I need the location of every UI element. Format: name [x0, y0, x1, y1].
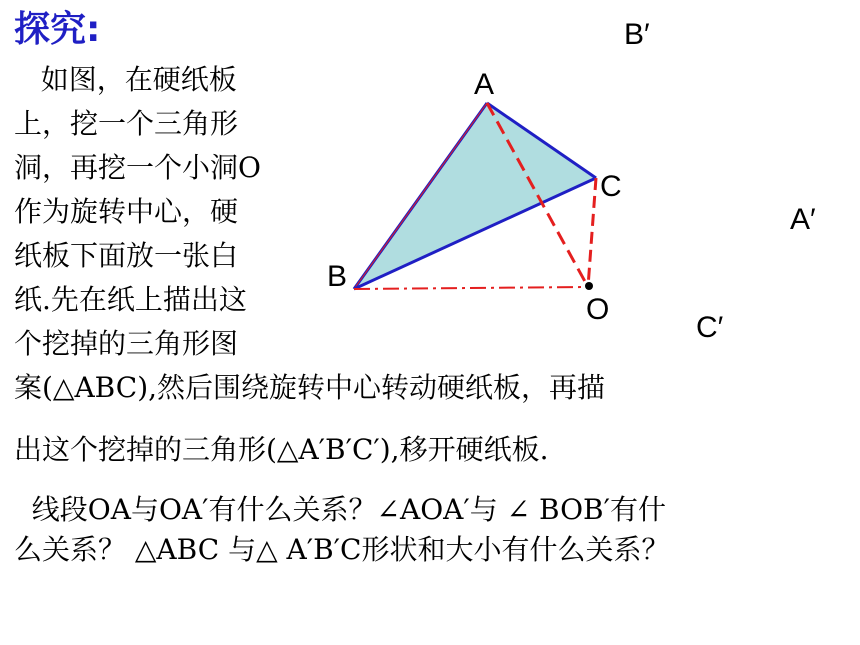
question-line-1: 线段OA与OA′有什么关系？∠AOA′与 ∠ BOB′有什 — [14, 493, 666, 526]
paragraph-line-3: 洞，再挖一个小洞O — [14, 151, 261, 184]
title: 探究: — [14, 9, 101, 50]
paragraph-line-8: 案(△ABC),然后围绕旋转中心转动硬纸板，再描 — [14, 371, 606, 404]
paragraph-line-4: 作为旋转中心，硬 — [14, 195, 239, 228]
label-c: C — [600, 170, 622, 203]
paragraph-line-9: 出这个挖掉的三角形(△A′B′C′),移开硬纸板. — [14, 433, 549, 466]
paragraph-line-2: 上，挖一个三角形 — [14, 107, 239, 140]
label-o: O — [586, 293, 610, 326]
point-o — [585, 282, 593, 290]
paragraph-line-7: 个挖掉的三角形图 — [14, 327, 239, 360]
label-a-prime: A′ — [790, 203, 816, 236]
label-a: A — [474, 68, 495, 101]
label-b-prime: B′ — [624, 18, 650, 51]
label-b: B — [327, 260, 348, 293]
segment-bo — [354, 287, 588, 289]
paragraph-line-6: 纸.先在纸上描出这 — [14, 283, 247, 316]
paragraph-line-5: 纸板下面放一张白 — [14, 239, 239, 272]
paragraph-line-1: 如图，在硬纸板 — [14, 63, 237, 96]
label-c-prime: C′ — [696, 311, 724, 344]
question-line-2: 么关系？ △ABC 与△ A′B′C形状和大小有什么关系？ — [14, 533, 670, 566]
segment-co — [588, 178, 596, 287]
